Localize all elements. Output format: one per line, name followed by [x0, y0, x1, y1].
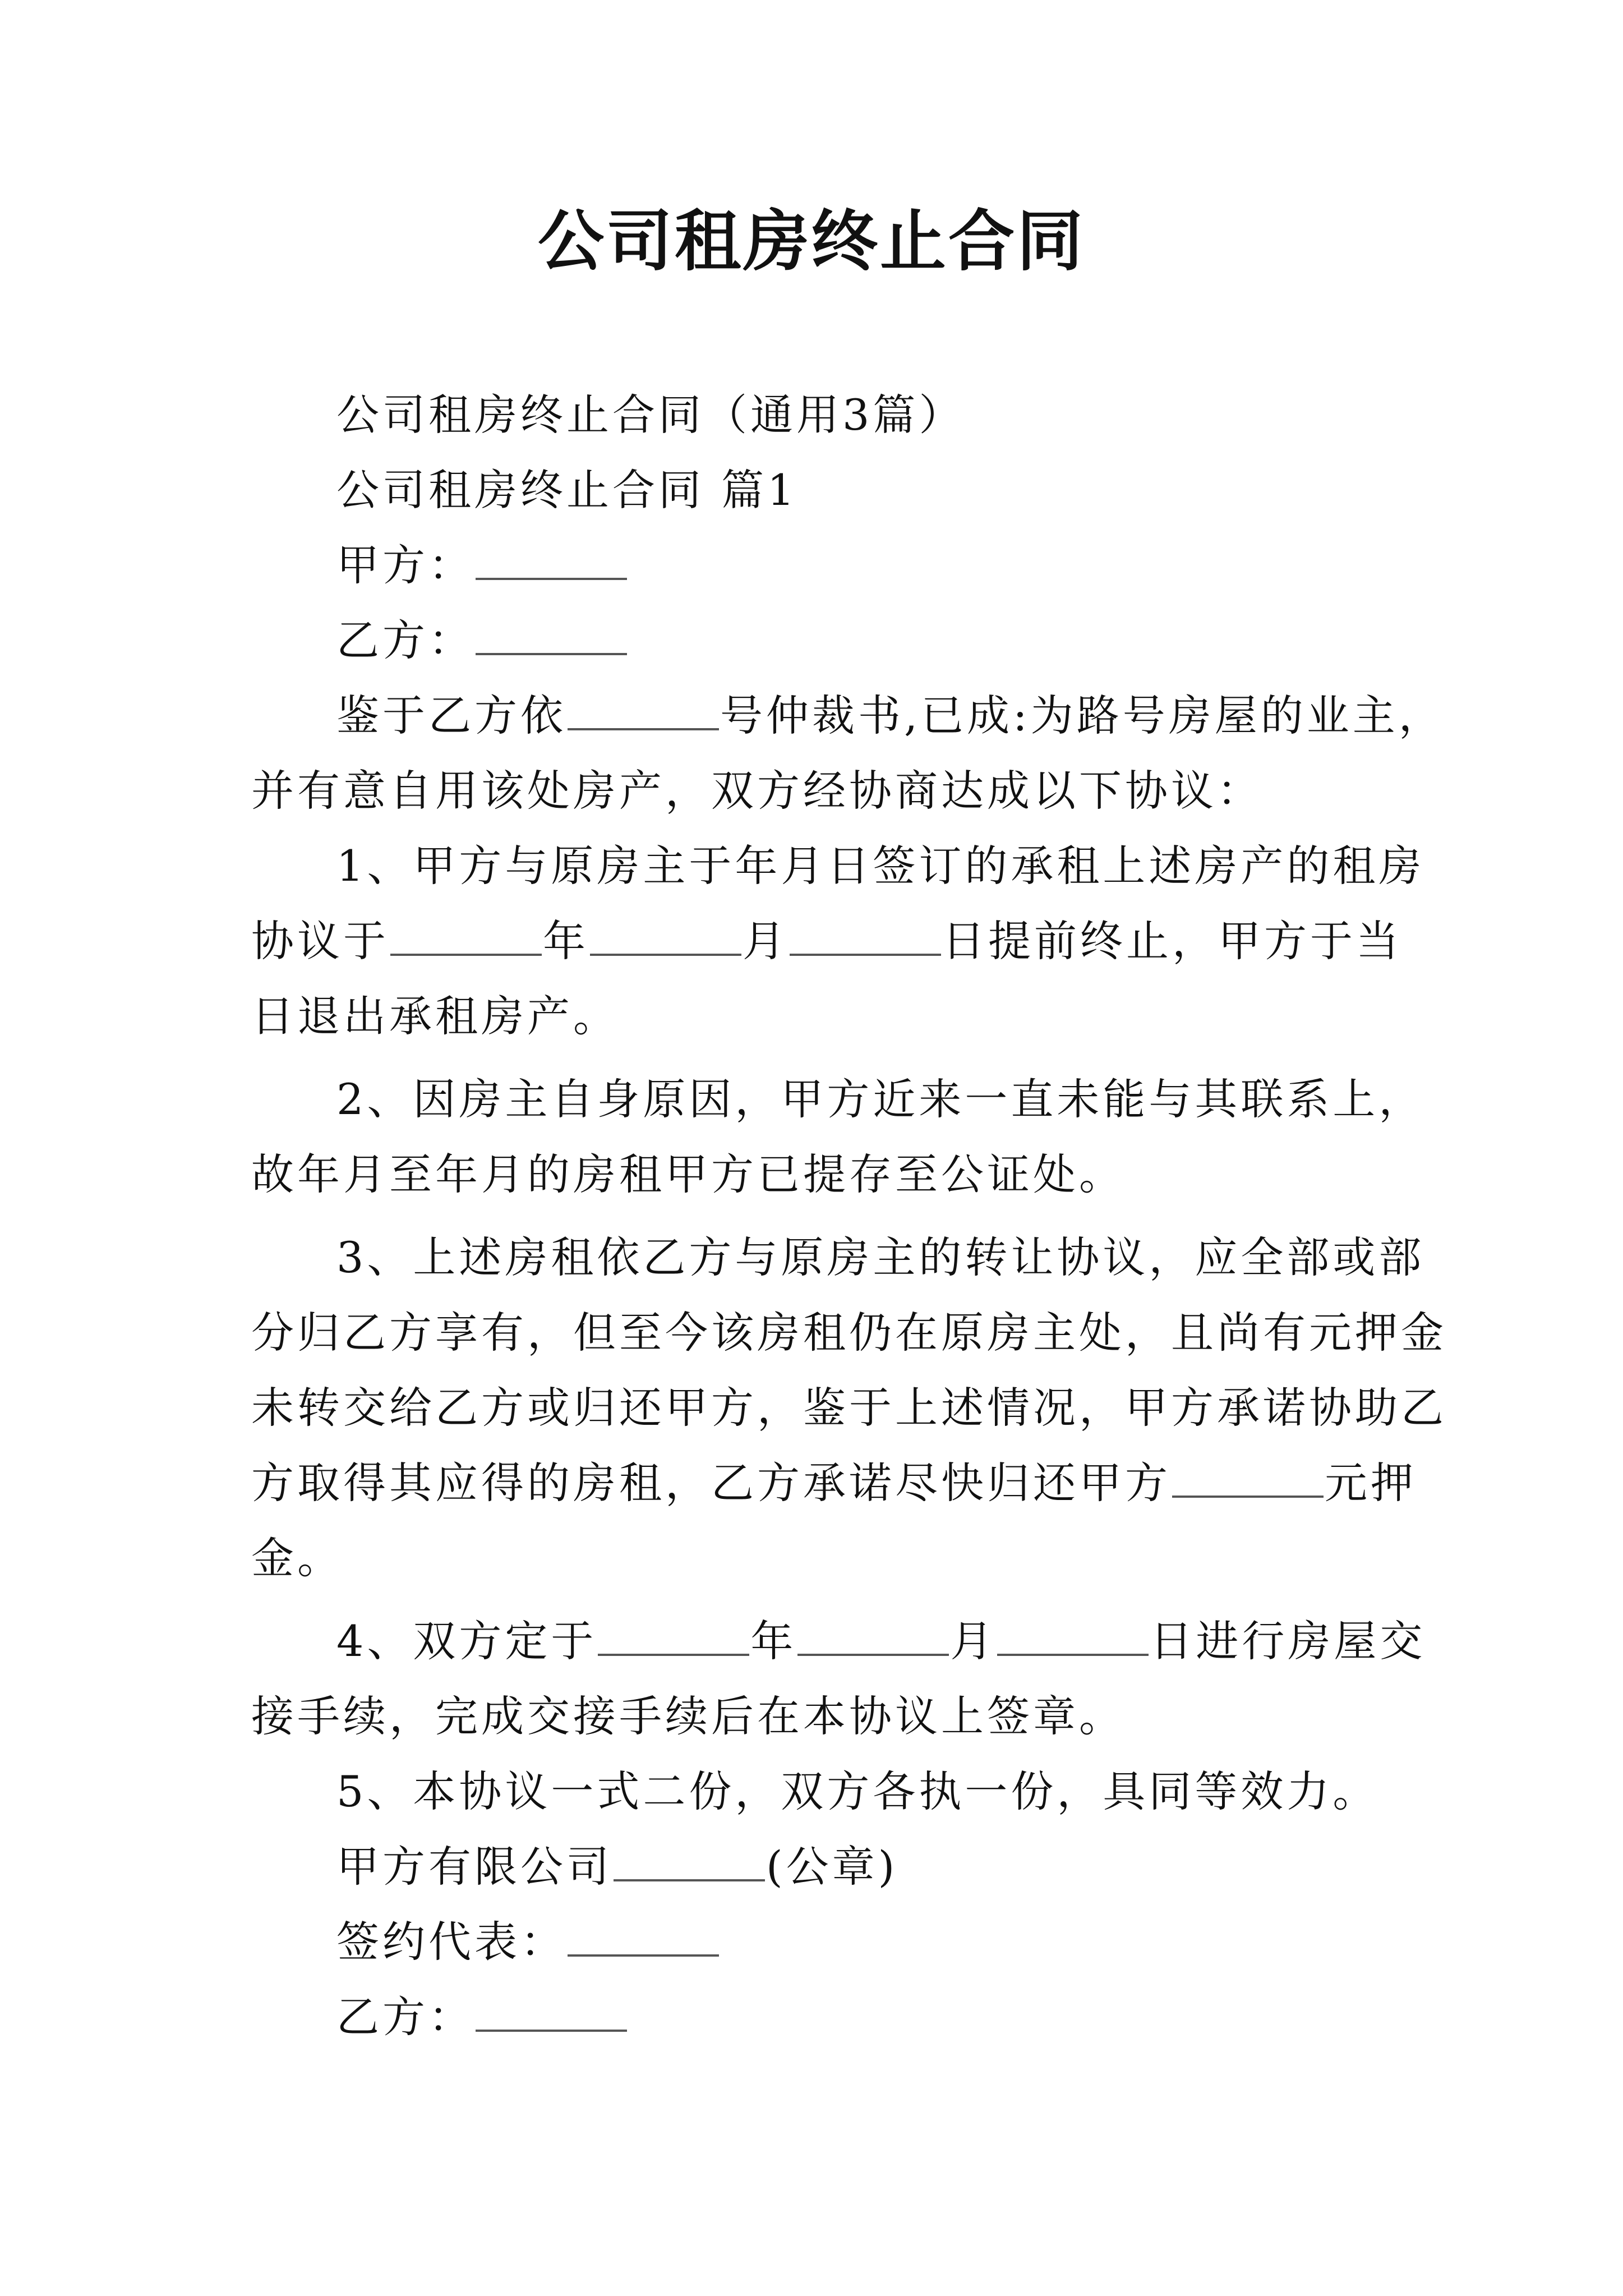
clause3-line-5: 金。 — [251, 1533, 343, 1583]
clause4-year-label: 年 — [750, 1616, 797, 1666]
section-heading: 公司租房终止合同 篇1 — [336, 465, 798, 515]
clause1-line-1: 1、甲方与原房主于年月日签订的承租上述房产的租房 — [336, 841, 1425, 891]
clause1-line-2 — [251, 913, 1402, 969]
sign-rep-label: 签约代表： — [336, 1917, 566, 1967]
clause3-line-2: 分归乙方享有，但至今该房租仍在原房主处，且尚有元押金 — [251, 1308, 1447, 1358]
sign-company-line — [336, 1839, 898, 1895]
clause4-day-blank — [997, 1614, 1149, 1656]
document-subtitle: 公司租房终止合同（通用3篇） — [336, 390, 965, 440]
clause3-line-3: 未转交给乙方或归还甲方，鉴于上述情况，甲方承诺协助乙 — [251, 1383, 1447, 1433]
sign-company-blank — [614, 1840, 765, 1881]
document-title: 公司租房终止合同 — [537, 202, 1085, 280]
arbitration-number-blank — [568, 689, 719, 730]
party-b-label: 乙方： — [336, 615, 474, 665]
party-b-line — [336, 613, 628, 669]
sign-rep-line — [336, 1914, 720, 1970]
clause3-line-1: 3、上述房租依乙方与原房主的转让协议，应全部或部 — [336, 1232, 1425, 1282]
clause1-year-blank — [390, 914, 542, 956]
party-b-blank — [476, 614, 627, 655]
sign-rep-blank — [568, 1915, 719, 1957]
sign-seal-label: (公章) — [766, 1842, 898, 1892]
clause1-year-label: 年 — [543, 916, 589, 966]
sign-company-label: 甲方有限公司 — [336, 1842, 612, 1892]
clause1-line-3: 日退出承租房产。 — [251, 991, 619, 1041]
clause2-line-1: 2、因房主自身原因，甲方近来一直未能与其联系上， — [336, 1074, 1425, 1124]
party-a-label: 甲方： — [336, 540, 474, 590]
clause4-month-blank — [797, 1614, 949, 1656]
sign-party-b-label: 乙方： — [336, 1992, 474, 2042]
intro-text-a: 鉴于乙方依 — [336, 691, 566, 740]
clause4-line-2: 接手续，完成交接手续后在本协议上签章。 — [251, 1691, 1125, 1741]
clause4-text-b: 日进行房屋交 — [1150, 1616, 1426, 1666]
clause3-text-a: 方取得其应得的房租，乙方承诺尽快归还甲方 — [251, 1458, 1171, 1508]
clause1-month-label: 月 — [743, 916, 789, 966]
clause3-line-4 — [251, 1455, 1417, 1511]
clause1-day-blank — [790, 914, 941, 956]
clause1-month-blank — [590, 914, 741, 956]
clause1-text-b: 日提前终止，甲方于当 — [942, 916, 1402, 966]
deposit-amount-blank — [1172, 1456, 1324, 1498]
intro-line-2: 并有意自用该处房产，双方经协商达成以下协议： — [251, 766, 1263, 816]
clause5-line: 5、本协议一式二份，双方各执一份，具同等效力。 — [336, 1766, 1379, 1816]
sign-party-b-blank — [476, 1990, 627, 2032]
intro-line-1 — [336, 688, 1445, 744]
clause4-year-blank — [598, 1614, 749, 1656]
clause4-line-1 — [336, 1613, 1426, 1669]
clause4-text-a: 4、双方定于 — [336, 1616, 597, 1666]
clause4-month-label: 月 — [950, 1616, 997, 1666]
sign-party-b-line — [336, 1989, 628, 2045]
clause1-text-a: 协议于 — [251, 916, 389, 966]
intro-text-b: 号仲裁书,已成:为路号房屋的业主， — [720, 691, 1445, 740]
clause2-line-2: 故年月至年月的房租甲方已提存至公证处。 — [251, 1149, 1125, 1199]
party-a-line — [336, 537, 628, 593]
party-a-blank — [476, 539, 627, 580]
clause3-text-b: 元押 — [1325, 1458, 1417, 1508]
